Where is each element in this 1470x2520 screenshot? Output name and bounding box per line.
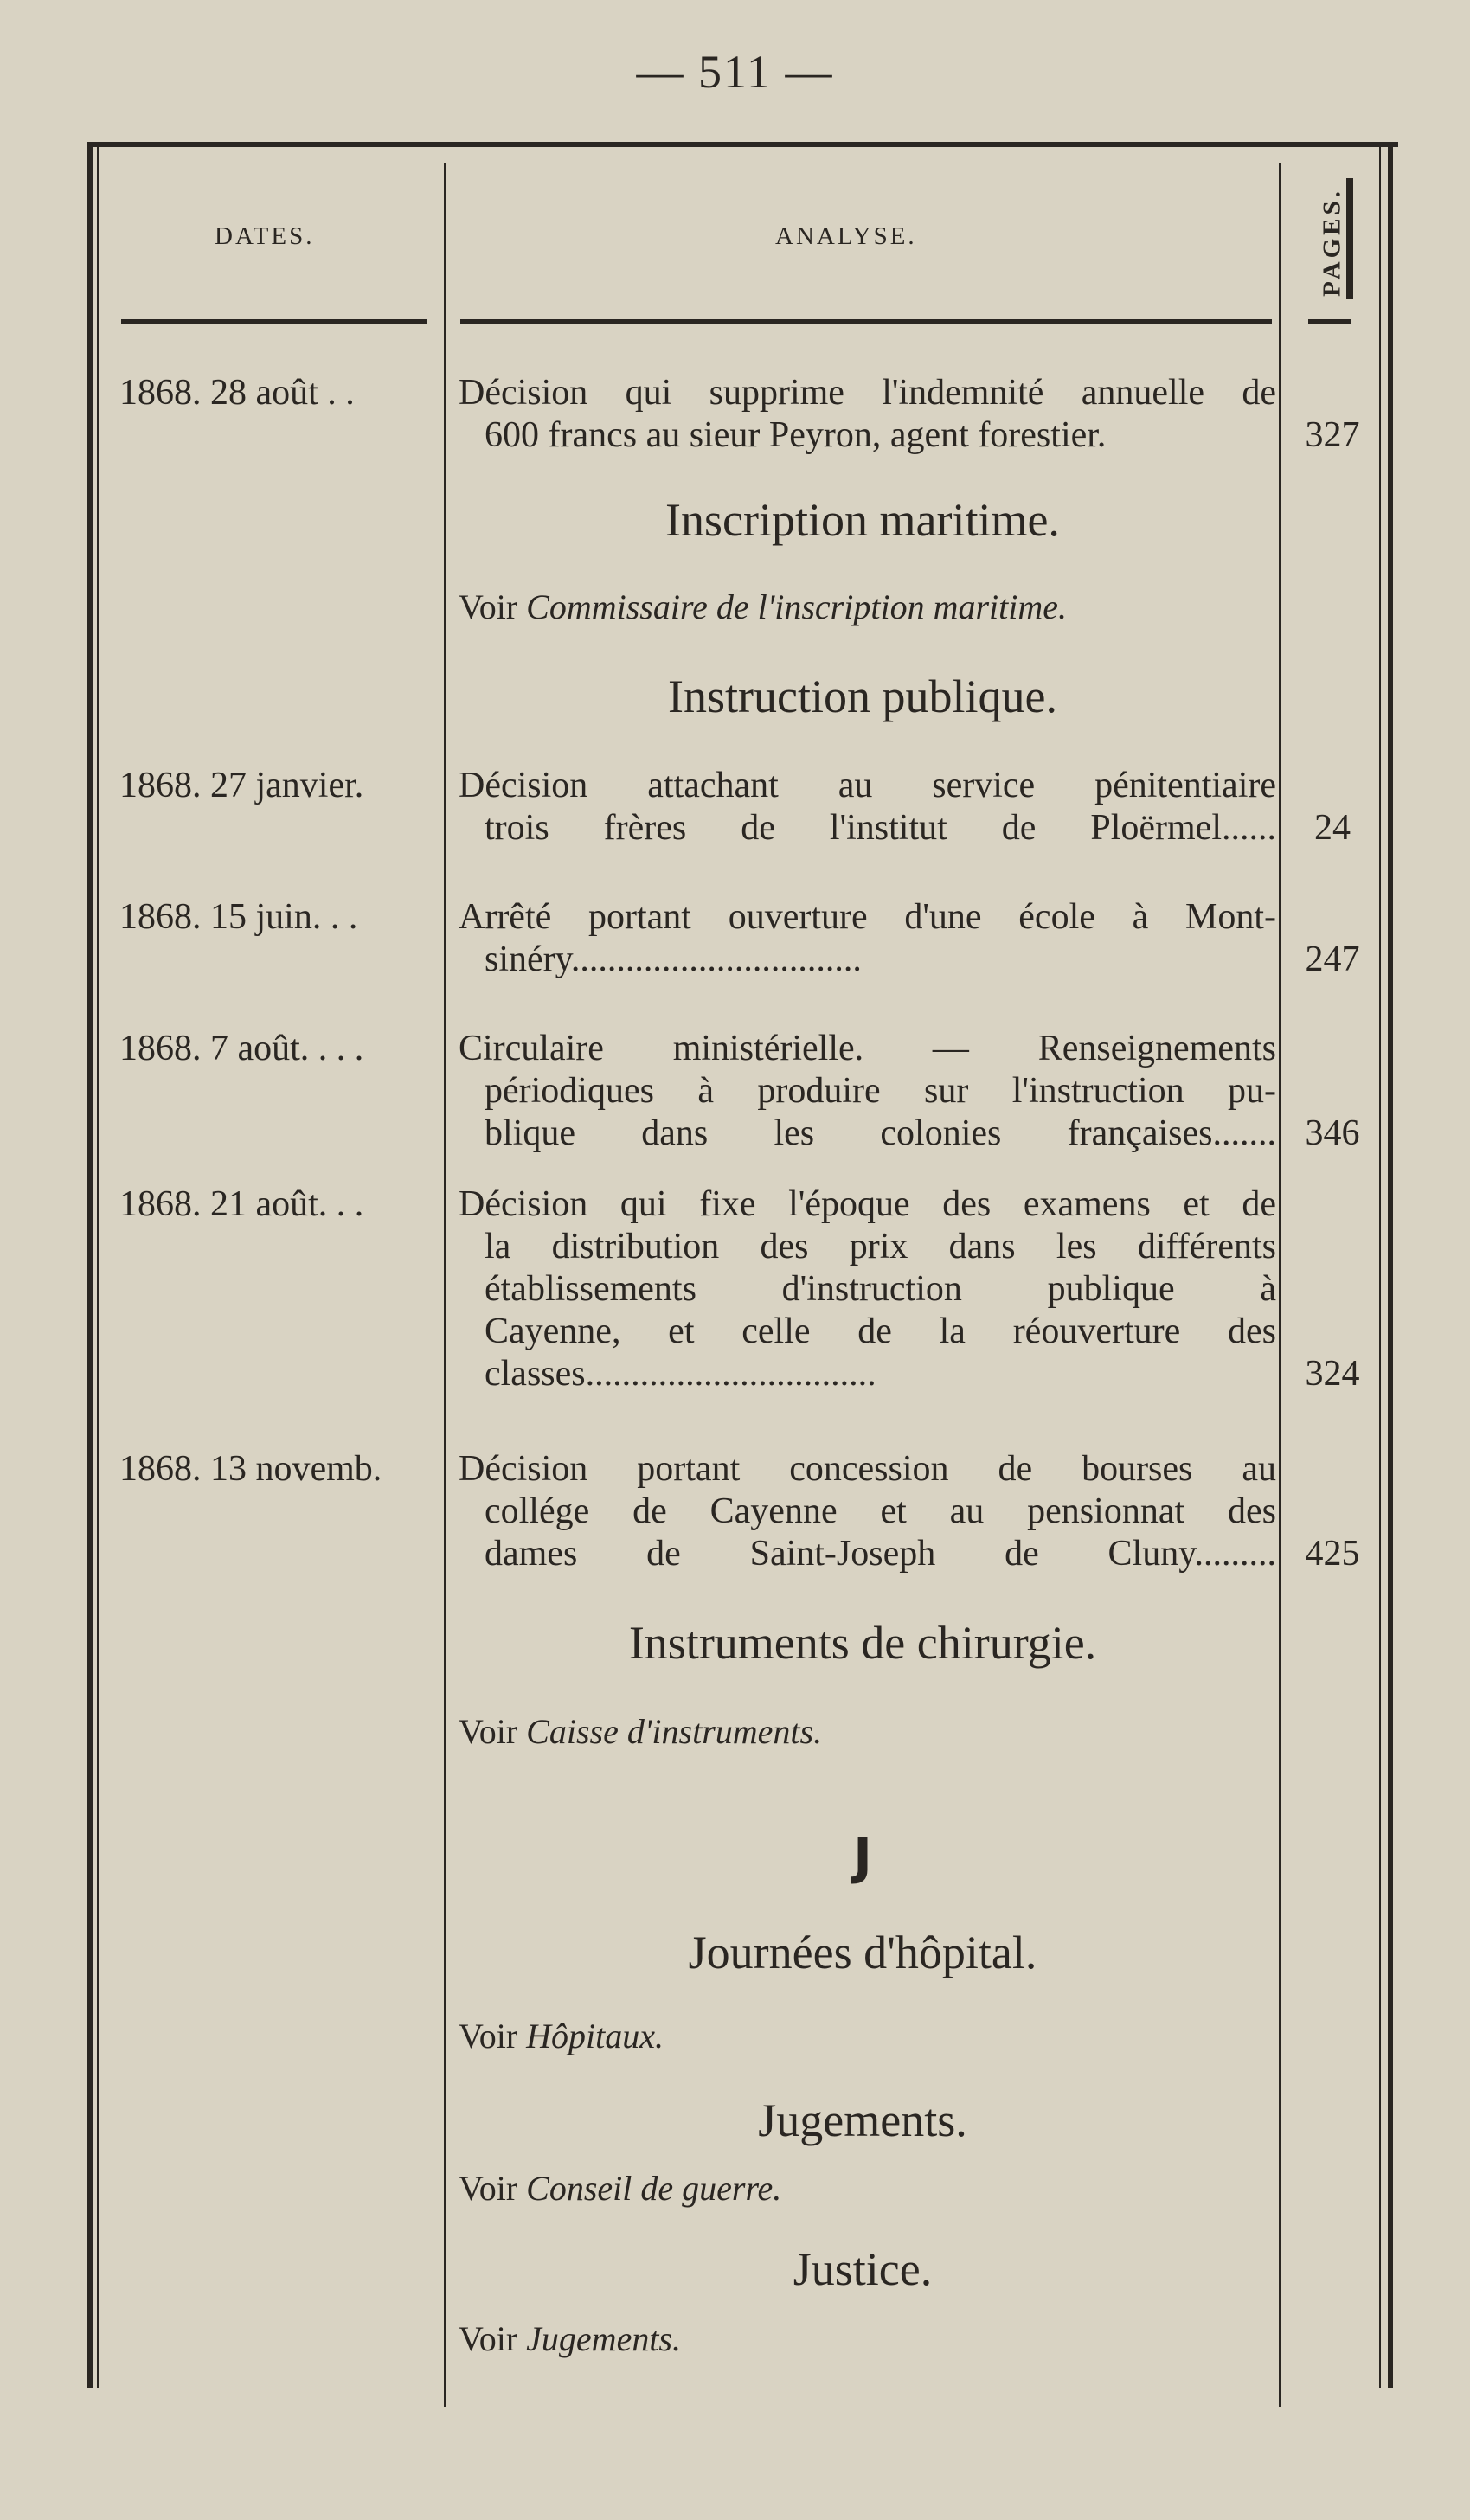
see-reference xyxy=(459,1711,822,1752)
header-rule-pages xyxy=(1308,319,1351,324)
header-pages: PAGES. xyxy=(1318,188,1346,297)
entry-analysis xyxy=(459,1028,1276,1155)
entry-line: Décision qui supprime l'indemnité annuelle de xyxy=(459,373,1276,413)
entry-line: blique dans les colonies françaises....... xyxy=(485,1113,1276,1153)
see-label: Voir xyxy=(459,587,527,626)
entry-date: 1868. 28 août . . xyxy=(119,373,355,413)
page-number: — 511 — xyxy=(636,46,834,98)
entry-line: Décision portant concession de bourses au xyxy=(459,1449,1276,1489)
table-left-inner-rule xyxy=(97,147,99,2388)
see-reference xyxy=(459,2016,664,2056)
entry-line: Décision attachant au service pénitentiaire xyxy=(459,766,1276,805)
entry-analysis xyxy=(459,1448,1276,1575)
entry-page: 247 xyxy=(1305,939,1360,979)
header-rule-analyse xyxy=(460,319,1272,324)
header-rule-dates xyxy=(121,319,427,324)
section-heading-instruments: Instruments de chirurgie. xyxy=(628,1617,1097,1669)
see-reference xyxy=(459,2318,681,2359)
entry-line: 600 francs au sieur Peyron, agent forestier. xyxy=(485,415,1107,455)
see-target: Commissaire de l'inscription maritime. xyxy=(526,587,1068,626)
entry-line: la distribution des prix dans les différents xyxy=(485,1227,1276,1266)
entry-date: 1868. 15 juin. . . xyxy=(119,897,358,937)
table-right-inner-rule xyxy=(1379,147,1381,2388)
column-divider-pages xyxy=(1279,163,1281,2407)
see-target: Hôpitaux. xyxy=(526,2017,664,2055)
section-heading-journees: Journées d'hôpital. xyxy=(688,1927,1037,1978)
entry-line: sinéry................................ xyxy=(485,939,862,979)
see-reference xyxy=(459,2168,781,2209)
entry-page: 324 xyxy=(1305,1354,1360,1394)
see-target: Caisse d'instruments. xyxy=(526,1712,823,1751)
table-top-rule xyxy=(93,142,1398,147)
entry-page: 425 xyxy=(1305,1534,1360,1574)
see-label: Voir xyxy=(459,1712,527,1751)
entry-line: Cayenne, et celle de la réouverture des xyxy=(485,1311,1276,1351)
see-target: Conseil de guerre. xyxy=(526,2169,782,2208)
entry-line: Arrêté portant ouverture d'une école à Mont- xyxy=(459,897,1276,937)
entry-analysis xyxy=(459,372,1276,457)
entry-page: 327 xyxy=(1305,415,1360,455)
entry-line: Décision qui fixe l'époque des examens et de xyxy=(459,1184,1276,1224)
see-reference xyxy=(459,587,1067,627)
entry-date: 1868. 13 novemb. xyxy=(119,1449,382,1489)
see-label: Voir xyxy=(459,2017,527,2055)
entry-page: 24 xyxy=(1314,808,1351,848)
entry-analysis xyxy=(459,896,1276,981)
entry-line: trois frères de l'institut de Ploërmel...... xyxy=(485,808,1276,848)
entry-analysis xyxy=(459,1183,1276,1395)
section-heading-justice: Justice. xyxy=(793,2243,933,2295)
section-heading-jugements: Jugements. xyxy=(758,2094,967,2146)
entry-line: Circulaire ministérielle. — Renseignements xyxy=(459,1029,1276,1068)
see-label: Voir xyxy=(459,2169,527,2208)
section-letter: J xyxy=(853,1827,872,1886)
entry-line: périodiques à produire sur l'instruction pu- xyxy=(485,1071,1276,1111)
entry-date: 1868. 27 janvier. xyxy=(119,766,364,805)
entry-line: établissements d'instruction publique à xyxy=(485,1269,1276,1309)
section-heading-inscription: Inscription maritime. xyxy=(665,494,1060,546)
header-dates: DATES. xyxy=(215,222,315,250)
see-label: Voir xyxy=(459,2319,527,2358)
table-right-rule xyxy=(1388,142,1393,2388)
entry-analysis xyxy=(459,765,1276,850)
table-left-rule xyxy=(87,142,93,2388)
entry-date: 1868. 7 août. . . . xyxy=(119,1029,364,1068)
section-heading-instruction: Instruction publique. xyxy=(668,670,1057,722)
entry-line: classes................................ xyxy=(485,1354,876,1394)
entry-line: dames de Saint-Joseph de Cluny......... xyxy=(485,1534,1276,1574)
see-target: Jugements. xyxy=(526,2319,681,2358)
header-pages-bar xyxy=(1346,178,1353,299)
entry-line: collége de Cayenne et au pensionnat des xyxy=(485,1491,1276,1531)
entry-page: 346 xyxy=(1305,1113,1360,1153)
entry-date: 1868. 21 août. . . xyxy=(119,1184,364,1224)
header-analyse: ANALYSE. xyxy=(775,222,917,250)
